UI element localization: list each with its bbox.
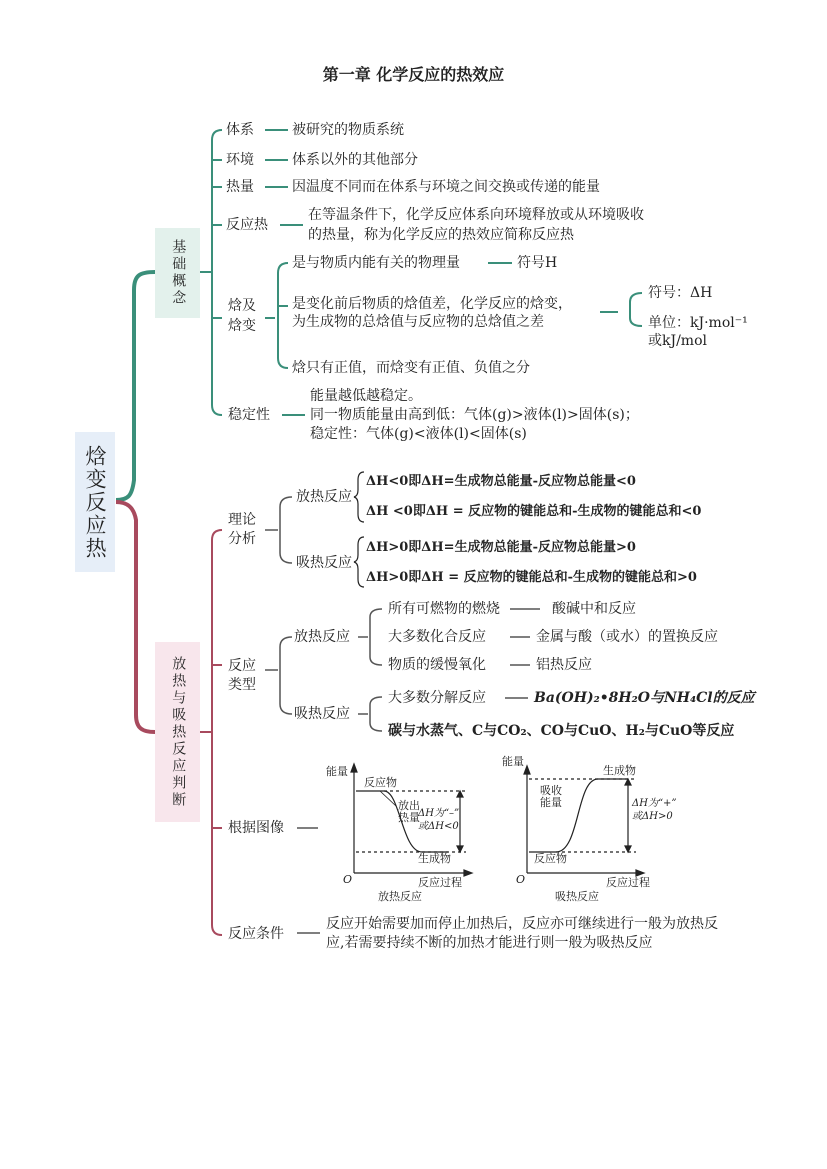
endo-graph-origin: O — [516, 873, 526, 886]
types-exo-item2-2: 金属与酸（或水）的置换反应 — [536, 629, 718, 645]
condition-line-2: 应,若需要持续不断的加热才能进行则一般为吸热反应 — [326, 935, 653, 951]
enthalpy-line3: 焓只有正值，而焓变有正值、负值之分 — [292, 360, 530, 376]
exo-graph-bottom: 生成物 — [418, 852, 451, 865]
node-reaction-heat: 反应热 — [226, 217, 268, 233]
branch-exo-endo-judgement: 放热与吸热反应判断 — [155, 642, 200, 822]
exo-graph-caption: 放热反应 — [378, 890, 422, 903]
enthalpy-unit-2: 或kJ/mol — [648, 333, 707, 349]
enthalpy-unit-1: 单位：kJ·mol⁻¹ — [648, 315, 748, 331]
theory-exo-formula-2: ΔH <0即ΔH = 反应物的键能总和-生成物的键能总和<0 — [366, 504, 702, 519]
types-exo-item-2: 大多数化合反应 — [388, 629, 486, 645]
node-graph: 根据图像 — [228, 820, 284, 836]
exo-graph-note-2: 或ΔH<0 — [418, 821, 459, 832]
node-reaction-heat-desc-2: 的热量，称为化学反应的热效应简称反应热 — [308, 227, 574, 243]
types-exo-item-1: 所有可燃物的燃烧 — [388, 601, 500, 617]
exo-graph-top: 反应物 — [364, 776, 397, 789]
types-endo-item-1: 大多数分解反应 — [388, 690, 486, 706]
node-stability: 稳定性 — [228, 407, 270, 423]
exo-graph-xlabel: 反应过程 — [418, 876, 462, 889]
endo-graph-xlabel: 反应过程 — [606, 876, 650, 889]
endo-graph-note-1: ΔH为“+” — [632, 798, 677, 809]
node-theory-2: 分析 — [228, 531, 256, 547]
theory-endo: 吸热反应 — [296, 555, 352, 571]
exo-graph-note-1: ΔH为“–” — [418, 808, 460, 819]
exo-graph-arrow: 放出热量 — [398, 799, 420, 824]
types-exo-item2-3: 铝热反应 — [536, 657, 592, 673]
node-system-desc: 被研究的物质系统 — [292, 122, 404, 138]
page-title: 第一章 化学反应的热效应 — [322, 65, 505, 84]
node-condition: 反应条件 — [228, 926, 284, 942]
node-types-1: 反应 — [228, 658, 256, 674]
root-char: 焓变反应热 — [83, 444, 108, 560]
endo-graph-note-2: 或ΔH>0 — [632, 811, 673, 822]
types-exo-item-3: 物质的缓慢氧化 — [388, 657, 486, 673]
node-reaction-heat-desc-1: 在等温条件下，化学反应体系向环境释放或从环境吸收 — [308, 207, 644, 223]
stability-line-1: 能量越低越稳定。 — [310, 388, 422, 404]
condition-line-1: 反应开始需要加而停止加热后，反应亦可继续进行一般为放热反 — [326, 916, 718, 932]
enthalpy-line2-b: 为生成物的总焓值与反应物的总焓值之差 — [292, 314, 544, 330]
root-node — [75, 432, 115, 572]
theory-exo-formula-1: ΔH<0即ΔH=生成物总能量-反应物总能量<0 — [366, 474, 636, 489]
endo-graph-bottom: 反应物 — [534, 852, 567, 865]
theory-exo: 放热反应 — [296, 489, 352, 505]
node-types-2: 类型 — [228, 677, 256, 693]
node-environment: 环境 — [226, 152, 254, 168]
endo-graph-caption: 吸热反应 — [555, 890, 599, 903]
enthalpy-symbol: 符号H — [517, 255, 558, 271]
types-endo-item-1b: Ba(OH)₂•8H₂O与NH₄Cl的反应 — [534, 690, 755, 706]
types-exo: 放热反应 — [294, 629, 350, 645]
exo-graph-ylabel: 能量 — [326, 765, 348, 778]
endo-graph-top: 生成物 — [603, 764, 636, 777]
endo-graph-ylabel: 能量 — [502, 755, 524, 768]
enthalpy-line1: 是与物质内能有关的物理量 — [292, 255, 460, 271]
types-endo: 吸热反应 — [294, 706, 350, 722]
node-enthalpy-label-2: 焓变 — [228, 318, 256, 334]
node-system: 体系 — [226, 122, 254, 138]
stability-line-3: 稳定性：气体(g)<液体(l)<固体(s) — [310, 426, 527, 442]
types-exo-item2-1: 酸碱中和反应 — [552, 601, 636, 617]
node-heat: 热量 — [226, 179, 254, 195]
theory-endo-formula-2: ΔH>0即ΔH = 反应物的键能总和-生成物的键能总和>0 — [366, 570, 697, 585]
exo-graph-origin: O — [343, 873, 353, 886]
branch-basic-concepts: 基础概念 — [155, 228, 200, 318]
node-heat-desc: 因温度不同而在体系与环境之间交换或传递的能量 — [292, 179, 600, 195]
node-theory-1: 理论 — [228, 512, 256, 528]
theory-endo-formula-1: ΔH>0即ΔH=生成物总能量-反应物总能量>0 — [366, 540, 636, 555]
node-enthalpy-label-1: 焓及 — [228, 298, 256, 314]
enthalpy-symbol2: 符号：ΔH — [648, 285, 713, 301]
node-environment-desc: 体系以外的其他部分 — [292, 152, 418, 168]
stability-line-2: 同一物质能量由高到低：气体(g)>液体(l)>固体(s)； — [310, 407, 639, 423]
enthalpy-line2-a: 是变化前后物质的焓值差，化学反应的焓变， — [292, 296, 572, 312]
endo-graph-arrow: 吸收能量 — [540, 784, 562, 809]
types-endo-item-2: 碳与水蒸气、C与CO₂、CO与CuO、H₂与CuO等反应 — [388, 723, 735, 739]
